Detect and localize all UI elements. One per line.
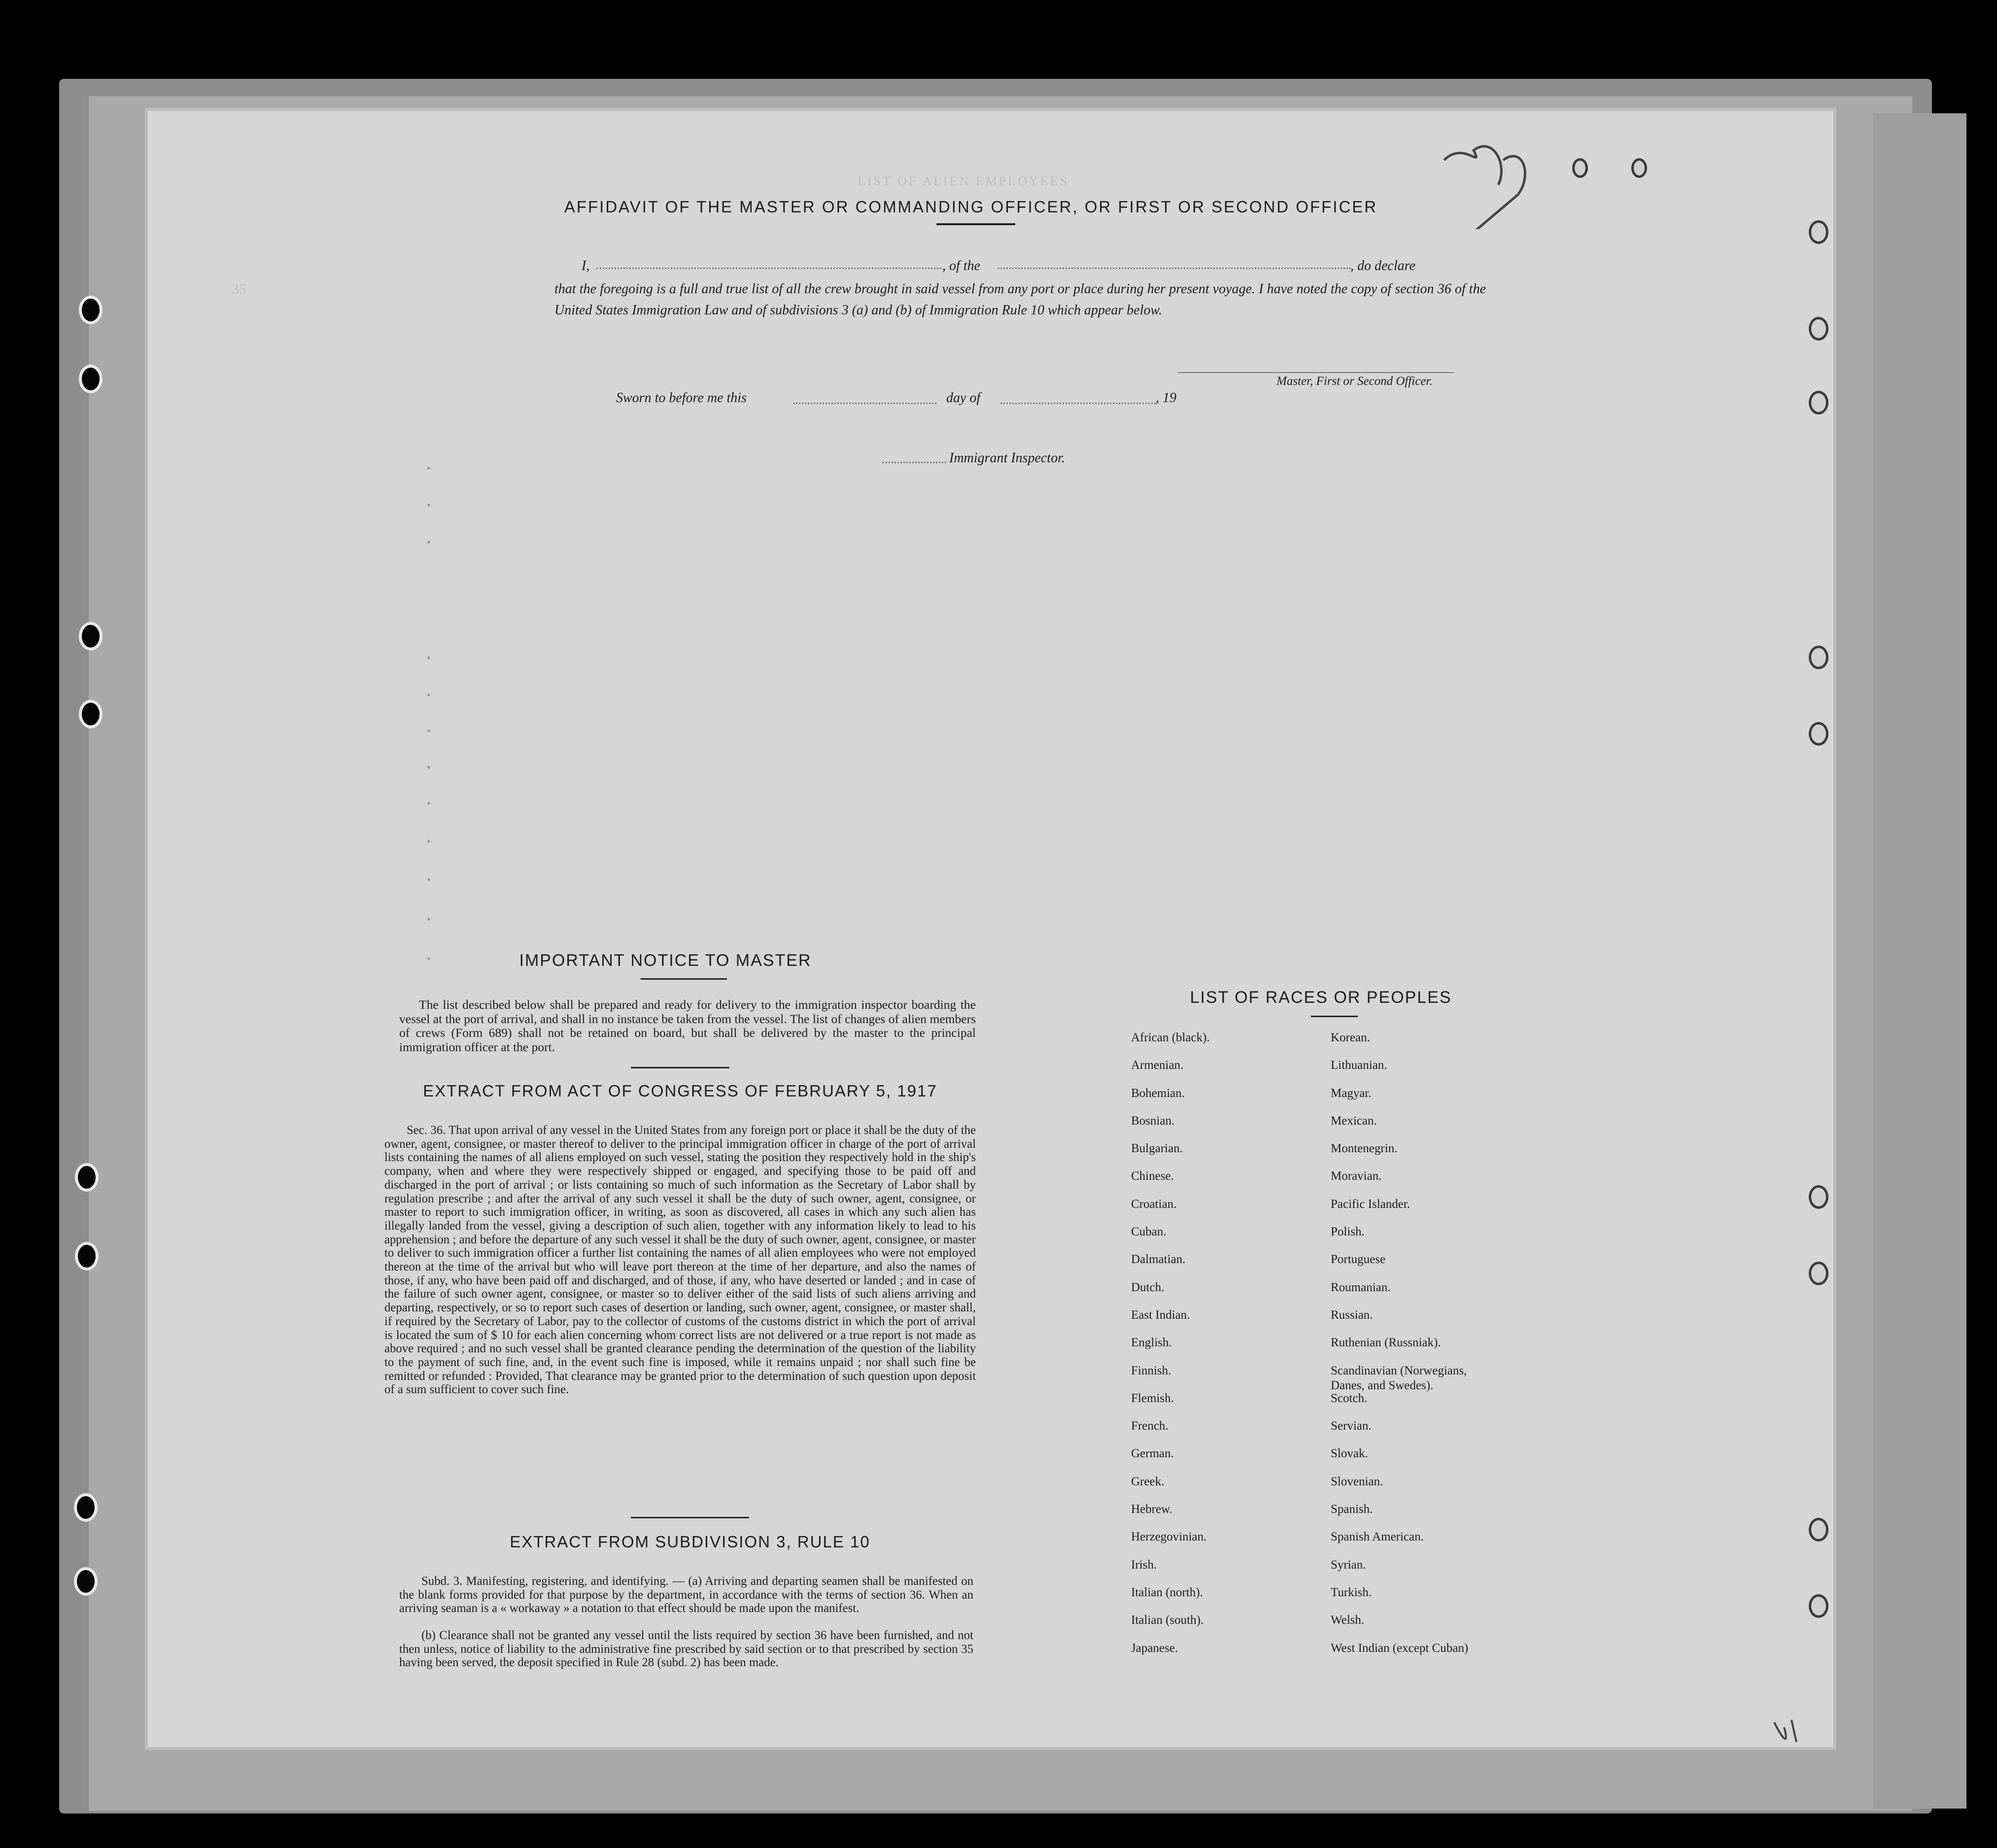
race-item: Herzegovinian. (1131, 1530, 1207, 1544)
notice-title: IMPORTANT NOTICE TO MASTER (519, 951, 812, 970)
race-item: East Indian. (1131, 1308, 1190, 1322)
affidavit-title: AFFIDAVIT OF THE MASTER OR COMMANDING OFFICER, OR FIRST OR SECOND OFFICER (564, 198, 1378, 216)
race-item: Bohemian. (1131, 1086, 1185, 1100)
race-item: Spanish American. (1331, 1530, 1424, 1544)
bleed-through-number: 35 (232, 281, 246, 297)
race-item: Hebrew. (1131, 1503, 1172, 1516)
race-item: Pacific Islander. (1331, 1197, 1411, 1211)
race-item: Russian. (1331, 1308, 1373, 1322)
race-item: Lithuanian. (1331, 1059, 1387, 1072)
race-item: Chinese. (1131, 1169, 1174, 1183)
sworn-label: Sworn to before me this (616, 390, 747, 406)
race-item: Cuban. (1131, 1225, 1167, 1239)
act-body: Sec. 36. That upon arrival of any vessel in the United States from any foreign port or place it shall be the duty of the owner, agent, consignee, or master thereof to deliver to the principal immigration officer in charge of the port of arrival lists containing the names of all aliens employed on such vessel, stating the position they respectively hold in the ship's company, when and where they were respectively shipped or engaged, and specifying those to be paid off and discharged in the port of arrival ; or lists containing so much of such information as the Secretary of Labor shall by regulation prescribe ; and after the arrival of any such vessel it shall be the duty of such owner, agent, consignee, or master to report to such immigration officer, in writing, as soon as discovered, all cases in which any such alien has illegally landed from the vessel, giving a description of such alien, together with any information likely to lead to his apprehension ; and before the departure of any such vessel it shall be the duty of such owner, agent, consignee, or master to deliver to such immigration officer a further list containing the names of all alien employees who were not employed thereon at the time of the arrival but who will leave port thereon at the time of her departure, and also the names of those, if any, who have been paid off and discharged, and of those, if any, who have deserted or landed ; and in case of the failure of such owner agent, consignee, or master so to deliver either of the said lists of such aliens arriving and departing, respectively, or so to report such cases of desertion or landing, such owner, agent, consignee, or master shall, if required by the Secretary of Labor, pay to the collector of customs of the customs district in which the port of arrival is located the sum of $ 10 for each alien concerning whom correct lists are not delivered or a true report is not made as above required ; and no such vessel shall be granted clearance pending the determination of the question of the liability to the payment of such fine, and, in the event such fine is imposed, while it remains unpaid ; nor shall such fine be remitted or refunded : Provided, That clearance may be granted prior to the determination of such question upon deposit of a sum sufficient to cover such fine. (384, 1124, 976, 1397)
race-item: Mexican. (1331, 1114, 1377, 1128)
year-label: , 19 (1156, 390, 1176, 406)
race-item: Finnish. (1131, 1364, 1171, 1377)
right-page-edge (1873, 113, 1966, 1809)
binder-hole (74, 1493, 98, 1522)
binder-hole (75, 1242, 99, 1270)
race-item: Magyar. (1331, 1086, 1372, 1100)
inspector-label: Immigrant Inspector. (946, 450, 1065, 466)
race-item: Polish. (1331, 1225, 1365, 1239)
binder-hole (75, 1163, 99, 1192)
bleed-through-heading: LIST OF ALIEN EMPLOYEES (858, 174, 1069, 188)
race-item: Spanish. (1331, 1503, 1373, 1516)
race-item: Syrian. (1331, 1558, 1366, 1572)
race-item: English. (1131, 1336, 1172, 1350)
race-item: Italian (north). (1131, 1585, 1203, 1599)
race-item: Flemish. (1131, 1391, 1174, 1405)
binder-hole (74, 1567, 98, 1596)
act-title: EXTRACT FROM ACT OF CONGRESS OF FEBRUARY 5, 1917 (423, 1082, 937, 1100)
binder-hole (79, 622, 103, 650)
race-item: Portuguese (1331, 1253, 1386, 1266)
race-item: German. (1131, 1447, 1174, 1461)
race-item: Armenian. (1131, 1059, 1184, 1072)
notice-body: The list described below shall be prepared and ready for delivery to the immigration inspector boarding the vessel at the port of arrival, and shall in no instance be taken from the vessel. The list of changes of alien members of crews (Form 689) shall not be retained on board, but shall be delivered by the master to the principal immigration officer at the port. (399, 997, 976, 1054)
race-item: West Indian (except Cuban) (1331, 1641, 1469, 1655)
race-item: Bosnian. (1131, 1114, 1175, 1128)
form-page (148, 111, 1833, 1747)
race-item: Dalmatian. (1131, 1253, 1186, 1266)
race-item: Turkish. (1331, 1585, 1372, 1599)
race-item: Dutch. (1131, 1280, 1165, 1294)
race-item: Scotch. (1331, 1391, 1368, 1405)
page-number-handwritten (1769, 1717, 1809, 1747)
race-item: Irish. (1131, 1558, 1157, 1572)
race-item: Greek. (1131, 1474, 1165, 1488)
race-item: Slovenian. (1331, 1474, 1383, 1488)
race-item: Korean. (1331, 1031, 1370, 1044)
race-item: Roumanian. (1331, 1280, 1391, 1294)
race-item: Slovak. (1331, 1447, 1368, 1461)
signature-label: Master, First or Second Officer. (1276, 375, 1433, 388)
race-item: Scandinavian (Norwegians, Danes, and Swedes). (1331, 1364, 1467, 1392)
race-item: Italian (south). (1131, 1613, 1204, 1627)
race-item: Montenegrin. (1331, 1142, 1398, 1156)
binder-hole (79, 700, 103, 728)
binder-hole (79, 296, 103, 324)
affidavit-body: that the foregoing is a full and true list of all the crew brought in said vessel from any port or place during her present voyage. I have noted the copy of section 36 of the United States Immigration Law and of subdivisions 3 (a) and (b) of Immigration Rule 10 which appear below. (554, 281, 1486, 318)
race-item: African (black). (1131, 1031, 1210, 1044)
race-item: Bulgarian. (1131, 1142, 1183, 1156)
race-item: Servian. (1331, 1419, 1372, 1433)
rule-title: EXTRACT FROM SUBDIVISION 3, RULE 10 (510, 1533, 870, 1551)
rule-body-a: Subd. 3. Manifesting, registering, and identifying. — (a) Arriving and departing seamen shall be manifested on the blank forms provided for that purpose by the department, in accordance with the terms of section 36. When an arriving seaman is a « workaway » a notation to that effect should be made upon the manifest. (399, 1574, 973, 1615)
bleed-through-row-dots (148, 111, 1833, 1747)
race-item: French. (1131, 1419, 1169, 1433)
affidavit-declare-label: , do declare (1350, 258, 1415, 274)
race-item: Welsh. (1331, 1613, 1365, 1627)
race-item: Croatian. (1131, 1197, 1177, 1211)
race-item: Ruthenian (Russniak). (1331, 1336, 1441, 1350)
rule-body-b: (b) Clearance shall not be granted any vessel until the lists required by section 36 have been furnished, and not then unless, notice of liability to the administrative fine prescribed by said section or to that prescribed by section 35 having been served, the deposit specified in Rule 28 (subd. 2) has been made. (399, 1629, 973, 1669)
affidavit-of-the-label: , of the (942, 258, 980, 274)
races-title: LIST OF RACES OR PEOPLES (1190, 988, 1452, 1007)
affidavit-i-label: I, (582, 258, 590, 274)
day-of-label: day of (946, 390, 981, 406)
binder-hole (79, 365, 103, 393)
race-item: Moravian. (1331, 1169, 1382, 1183)
race-item: Japanese. (1131, 1641, 1178, 1655)
